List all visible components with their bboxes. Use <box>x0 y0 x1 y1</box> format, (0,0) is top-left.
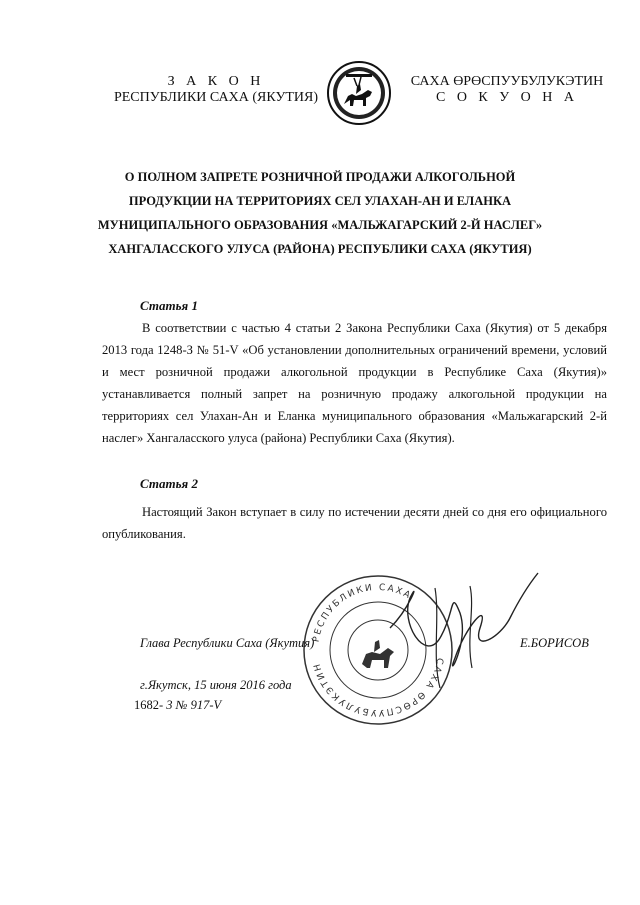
header-law-word: З А К О Н <box>167 74 265 89</box>
registration-number-prefix: 1682- <box>134 698 164 712</box>
document-title <box>60 165 580 261</box>
article-2-heading: Статья 2 <box>140 476 198 491</box>
header-republic-name: РЕСПУБЛИКИ САХА (ЯКУТИЯ) <box>113 90 319 105</box>
sakha-coat-of-arms-icon <box>326 60 392 126</box>
registration-number <box>134 698 221 713</box>
title-line: МУНИЦИПАЛЬНОГО ОБРАЗОВАНИЯ «МАЛЬЖАГАРСКИЙ 2-Й НАСЛЕГ» <box>97 218 543 232</box>
article-2-text: Настоящий Закон вступает в силу по истечении десяти дней со дня его официального опубликования. <box>102 505 607 541</box>
seal-ring-text-top: РЕСПУБЛИКИ САХА <box>311 582 414 644</box>
header-left <box>100 74 332 106</box>
place-and-date: г.Якутск, 15 июня 2016 года <box>140 678 292 692</box>
header-republic-name-sakha: САХА ӨРӨСПУУБУЛУКЭТИН <box>410 74 604 89</box>
handwritten-signature <box>380 568 540 698</box>
title-line: ХАНГАЛАССКОГО УЛУСА (РАЙОНА) РЕСПУБЛИКИ САХА (ЯКУТИЯ) <box>108 242 532 256</box>
signatory-name: Е.БОРИСОВ <box>520 636 589 650</box>
title-line: ПРОДУКЦИИ НА ТЕРРИТОРИЯХ СЕЛ УЛАХАН-АН И ЕЛАНКА <box>128 194 512 208</box>
title-line: О ПОЛНОМ ЗАПРЕТЕ РОЗНИЧНОЙ ПРОДАЖИ АЛКОГОЛЬНОЙ <box>124 170 516 184</box>
article-1-text: В соответствии с частью 4 статьи 2 Закона Республики Саха (Якутия) от 5 декабря 2013 года 1248-З № 51-V «Об установлении дополнительных ограничений времени, условий и мест розничной продажи алкогольной продукции в Республике Саха (Якутия)» устанавливается полный запрет на розничную продажу алкогольной продукции на территориях сел Улахан-Ан и Еланка муниципального образования «Мальжагарский 2-й наслег» Хангаласского улуса (района) Республики Саха (Якутия). <box>102 321 607 445</box>
signatory-position: Глава Республики Саха (Якутия) <box>140 636 315 650</box>
seal-ring-text-bottom: САХА ӨРӨСПУУБУЛУКЭТИН <box>312 656 445 718</box>
registration-number-suffix: 3 № 917-V <box>166 698 222 712</box>
article-1-heading: Статья 1 <box>140 298 198 313</box>
header-law-word-sakha: С О К У О Н А <box>435 90 579 105</box>
header-right <box>398 74 616 106</box>
